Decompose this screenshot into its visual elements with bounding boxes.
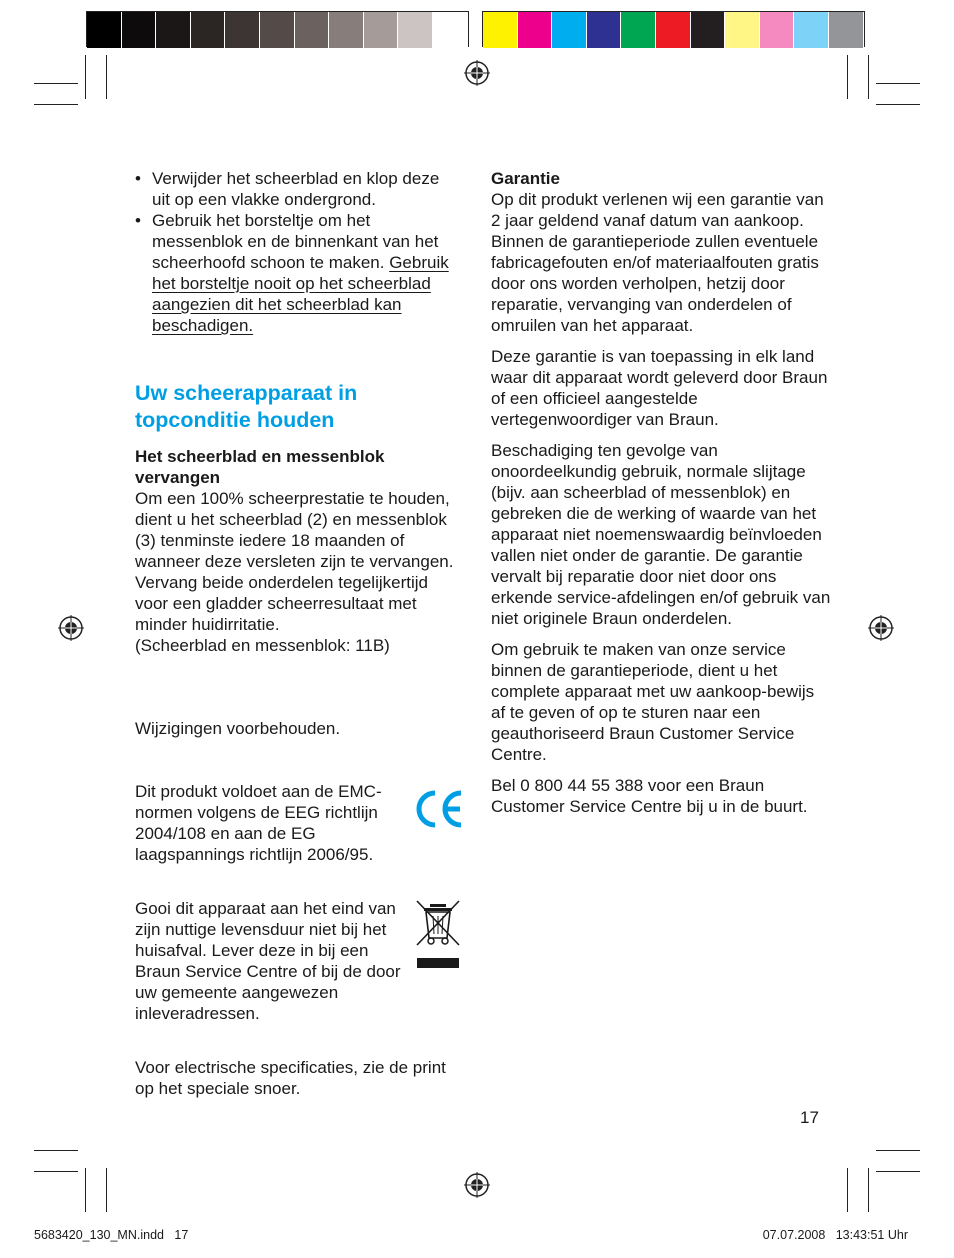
color-swatch <box>518 12 553 48</box>
warranty-paragraph: Om gebruik te maken van onze service binnen de garantieperiode, dient u het complete apparaat met uw aankoop-bewijs af te geven of op te sturen naar een geauthoriseerd Braun Customer Service Centre. <box>491 640 815 764</box>
crop-mark <box>868 55 869 99</box>
color-swatch <box>794 12 829 48</box>
crop-mark <box>85 55 86 99</box>
warranty-paragraph: Deze garantie is van toepassing in elk land waar dit apparaat wordt geleverd door Braun of een officieel aangestelde vertegenwoordiger van Braun. <box>491 347 828 429</box>
color-swatch <box>398 12 433 48</box>
crop-mark <box>876 1171 920 1172</box>
crop-mark <box>847 55 848 99</box>
crossed-out-wheelie-bin-icon <box>414 898 462 970</box>
color-swatch <box>433 12 468 48</box>
registration-mark-icon <box>464 1172 490 1198</box>
color-swatch <box>656 12 691 48</box>
color-swatch <box>122 12 157 48</box>
list-item: • Gebruik het borsteltje om het messenblok en de binnenkant van het scheerhoofd schoon te maken. Gebruik het borsteltje nooit op het scheerblad aangezien dit het scheerblad kan beschadigen. <box>135 210 455 336</box>
registration-mark-icon <box>868 615 894 641</box>
crop-mark <box>876 1150 920 1151</box>
emc-notice: Dit produkt voldoet aan de EMC-normen volgens de EEG richtlijn 2004/108 en aan de EG laagspannings richtlijn 2006/95. <box>135 782 382 864</box>
warranty-column <box>491 168 831 817</box>
crop-mark <box>868 1168 869 1212</box>
color-swatch <box>225 12 260 48</box>
color-swatch <box>725 12 760 48</box>
warranty-paragraph: Beschadiging ten gevolge van onoordeelkundig gebruik, normale slijtage (bijv. aan scheerblad of messenblok) en gebreken die de werking of waarde van het apparaat niet noemenswaardig beïnvloeden vallen niet onder de garantie. De garantie vervalt bij reparatie door niet door ons erkende service-afdelingen en/of gebruik van niet originele Braun onderdelen. <box>491 441 831 628</box>
list-item: • Verwijder het scheerblad en klop deze uit op een vlakke ondergrond. <box>135 168 455 210</box>
grayscale-color-bar <box>86 11 469 47</box>
process-color-bar <box>482 11 865 47</box>
color-swatch <box>329 12 364 48</box>
color-swatch <box>191 12 226 48</box>
color-swatch <box>587 12 622 48</box>
crop-mark <box>106 55 107 99</box>
registration-mark-icon <box>464 60 490 86</box>
file-slug: 5683420_130_MN.indd 17 <box>34 1228 189 1242</box>
section-heading: Uw scheerapparaat in topconditie houden <box>135 381 358 432</box>
registration-mark-icon <box>58 615 84 641</box>
color-swatch <box>691 12 726 48</box>
color-swatch <box>829 12 864 48</box>
crop-mark <box>34 1171 78 1172</box>
warning-text: Gebruik het borsteltje nooit op het scheerblad aangezien dit het scheerblad kan beschadigen. <box>152 253 449 335</box>
color-swatch <box>621 12 656 48</box>
ce-mark-icon <box>414 787 464 831</box>
date-slug: 07.07.2008 13:43:51 Uhr <box>762 1228 908 1242</box>
crop-mark <box>847 1168 848 1212</box>
parts-reference: (Scheerblad en messenblok: 11B) <box>135 636 390 655</box>
color-swatch <box>760 12 795 48</box>
replacement-instructions: Om een 100% scheerprestatie te houden, dient u het scheerblad (2) en messenblok (3) tenminste iedere 18 maanden of wanneer deze versleten zijn te vervangen. Vervang beide onderdelen tegelijkertijd voor een gladder scheerresultaat met minder huidirritatie. <box>135 489 454 634</box>
page-number: 17 <box>800 1108 819 1127</box>
color-swatch <box>295 12 330 48</box>
crop-mark <box>106 1168 107 1212</box>
warranty-heading: Garantie <box>491 169 560 188</box>
subheading: Het scheerblad en messenblok vervangen <box>135 447 385 487</box>
color-swatch <box>87 12 122 48</box>
crop-mark <box>34 104 78 105</box>
color-swatch <box>156 12 191 48</box>
color-swatch <box>364 12 399 48</box>
disposal-notice: Gooi dit apparaat aan het eind van zijn nuttige levensduur niet bij het huisafval. Lever deze in bij een Braun Service Centre of bij de door uw gemeente aangewezen inleveradressen. <box>135 899 401 1023</box>
crop-mark <box>85 1168 86 1212</box>
color-swatch <box>260 12 295 48</box>
color-swatch <box>552 12 587 48</box>
crop-mark <box>876 83 920 84</box>
color-swatch <box>483 12 518 48</box>
electrical-spec-note: Voor electrische specificaties, zie de print op het speciale snoer. <box>135 1058 446 1098</box>
crop-mark <box>876 104 920 105</box>
crop-mark <box>34 83 78 84</box>
cleaning-bullet-list <box>135 168 455 336</box>
changes-note: Wijzigingen voorbehouden. <box>135 719 341 738</box>
warranty-contact: Bel 0 800 44 55 388 voor een Braun Customer Service Centre bij u in de buurt. <box>491 776 808 816</box>
left-column <box>135 168 455 656</box>
warranty-paragraph: Op dit produkt verlenen wij een garantie van 2 jaar geldend vanaf datum van aankoop. Binnen de garantieperiode zullen eventuele fabricagefouten en/of materiaalfouten gratis door ons worden verholpen, hetzij door reparatie, vervanging van onderdelen of omruilen van het apparaat. <box>491 190 824 335</box>
crop-mark <box>34 1150 78 1151</box>
